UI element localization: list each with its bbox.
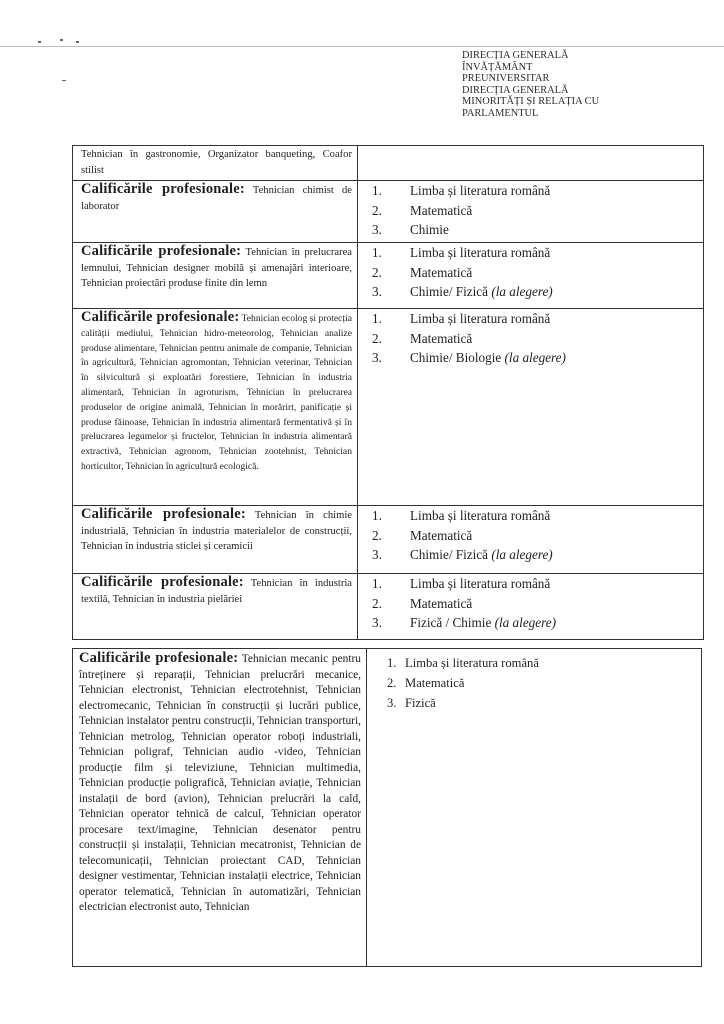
subject-number: 2. [372, 595, 382, 611]
subject-number: 1. [372, 245, 382, 260]
subjects-cell [358, 146, 704, 181]
subject-name: Matematică [410, 595, 473, 611]
subject-item [387, 653, 701, 673]
subject-number: 1. [372, 183, 382, 198]
subject-number: 2. [372, 202, 382, 218]
stamp-line: PARLAMENTUL [462, 107, 539, 119]
qualification-table [72, 145, 704, 640]
subject-number: 2. [387, 676, 397, 690]
stamp-line: ÎNVĂȚĂMÂNT [462, 61, 533, 73]
subject-name: Chimie/ Fizică [410, 547, 492, 563]
subject-name: Limba și literatura română [410, 311, 551, 326]
subjects-cell [358, 574, 704, 640]
subject-item [358, 329, 703, 349]
subject-name: Limba și literatura română [410, 183, 551, 198]
subject-item [358, 282, 703, 302]
qualification-cell [73, 309, 358, 506]
qualification-cell [73, 574, 358, 640]
subject-name: Limba și literatura română [410, 576, 551, 591]
subject-list [358, 506, 703, 565]
subjects-cell [358, 506, 704, 574]
subject-number: 2. [372, 264, 382, 280]
qualification-text: Tehnician în prelucrarea lemnului, Tehnician designer mobilă și amenajări interioare, Tehnician proiectări produse finite din lemn [81, 247, 352, 289]
subject-item [358, 263, 703, 283]
subject-item [358, 181, 703, 201]
table-row [73, 181, 704, 243]
qualification-cell [73, 649, 367, 967]
scan-mark [38, 41, 41, 43]
subject-name: Matematică [410, 330, 473, 346]
subject-number: 3. [372, 284, 382, 300]
scan-mark [76, 41, 79, 43]
subjects-cell [367, 649, 702, 967]
subject-number: 3. [372, 615, 382, 631]
qualification-label: Calificările profesionale: [81, 243, 242, 259]
subjects-cell [358, 309, 704, 506]
subject-number: 3. [372, 222, 382, 238]
table-row [73, 649, 702, 967]
qualification-cell [73, 243, 358, 309]
subject-item [358, 506, 703, 526]
subject-name: Matematică [410, 527, 473, 543]
qualification-label: Calificările profesionale: [81, 574, 244, 590]
subject-name: Chimie/ Fizică [410, 284, 492, 300]
qualification-label: Calificările profesionale: [81, 309, 240, 325]
subject-number: 2. [372, 330, 382, 346]
qualification-text: Tehnician în gastronomie, Organizator banqueting, Coafor stilist [81, 149, 352, 176]
qualification-cell [73, 181, 358, 243]
subject-note: (la alegere) [504, 350, 566, 366]
subject-item [358, 243, 703, 263]
qualification-text: Tehnician în chimie industrială, Tehnician în industria materialelor de construcții, Tehnician în industria sticlei și ceramicii [81, 510, 352, 552]
subject-name: Matematică [410, 264, 473, 280]
subject-name: Chimie [410, 222, 449, 238]
subject-list [367, 649, 701, 713]
qualification-text: Tehnician chimist de laborator [81, 185, 352, 212]
subjects-cell [358, 181, 704, 243]
subject-number: 1. [372, 311, 382, 326]
table-row [73, 309, 704, 506]
qualification-cell [73, 146, 358, 181]
subject-item [358, 594, 703, 614]
stamp-line: DIRECȚIA GENERALĂ [462, 84, 569, 96]
subject-list [358, 309, 703, 368]
subject-note: (la alegere) [494, 615, 557, 631]
page-top-rule [0, 46, 724, 47]
subject-item [358, 201, 703, 221]
subject-item [358, 348, 703, 368]
subject-name: Matematică [405, 676, 465, 690]
ministry-stamp [462, 50, 692, 120]
subject-item [358, 574, 703, 594]
subject-item [358, 526, 703, 546]
subject-name: Chimie/ Biologie [410, 350, 505, 366]
subject-name: Limba și literatura română [410, 508, 551, 523]
stamp-line: PREUNIVERSITAR [462, 73, 550, 85]
subject-item [387, 673, 701, 693]
table-row [73, 146, 704, 181]
subject-item [358, 545, 703, 565]
stamp-line: MINORITĂȚI ȘI RELAȚIA CU [462, 96, 600, 108]
qualification-label: Calificările profesionale: [81, 506, 246, 522]
subject-name: Fizică / Chimie [410, 615, 495, 631]
subject-name: Matematică [410, 202, 473, 218]
subject-name: Limba și literatura română [405, 656, 539, 670]
subject-name: Limba și literatura română [410, 245, 551, 260]
subject-number: 3. [372, 547, 382, 563]
subject-number: 2. [372, 527, 382, 543]
scan-mark [62, 80, 66, 81]
subject-number: 1. [387, 656, 397, 670]
table-row [73, 574, 704, 640]
subject-item [358, 309, 703, 329]
qualification-label: Calificările profesionale: [81, 181, 245, 197]
subject-list [358, 243, 703, 302]
subject-item [358, 613, 703, 633]
subject-list [358, 574, 703, 633]
subject-number: 1. [372, 576, 382, 591]
subject-item [387, 693, 701, 713]
qualification-label: Calificările profesionale: [79, 650, 239, 666]
subject-note: (la alegere) [491, 547, 553, 563]
scan-mark [60, 39, 63, 41]
subjects-cell [358, 243, 704, 309]
table-row [73, 506, 704, 574]
table-row [73, 243, 704, 309]
qualification-cell [73, 506, 358, 574]
subject-note: (la alegere) [491, 284, 553, 300]
stamp-line: DIRECȚIA GENERALĂ [462, 50, 569, 61]
qualification-text: Tehnician ecolog și protecția calității mediului, Tehnician hidro-meteorolog, Tehnician analize produse alimentare, Tehnician pentru animale de companie, Tehnician în agricultură, Tehnician agromontan, Tehnician veterinar, Tehnician în silvicultură și exploatări forestiere, Tehnician în industria alimentară, Tehnician în agroturism, Tehnician în prelucrarea produselor de origine animală, Tehnician în morărirt, panificație și produse făinoase, Tehnician în industria alimentară fermentativă și în prelucrarea legumelor și fructelor, Tehnician în industria alimentară extractivă, Tehnician agronom, Tehnician zootehnist, Tehnician horticultor, Tehnician în agricultură ecologică. [81, 313, 353, 472]
qualification-table [72, 648, 702, 967]
subject-list [358, 181, 703, 240]
subject-number: 3. [387, 696, 397, 710]
subject-name: Fizică [405, 696, 436, 710]
subject-number: 3. [372, 350, 382, 366]
subject-item [358, 220, 703, 240]
subject-number: 1. [372, 508, 382, 523]
qualification-text: Tehnician în industria textilă, Tehnician în industria pielăriei [81, 578, 352, 605]
qualification-text: Tehnician mecanic pentru întreținere și reparații, Tehnician prelucrări mecanice, Tehnician electronist, Tehnician electrotehnist, Tehnician electromecanic, Tehnician în construcții și lucrări publice, Tehnician instalator pentru construcții, Tehnician transporturi, Tehnician metrolog, Tehnician operator roboți industriali, Tehnician poligraf, Tehnician audio -video, Tehnician producție film și televiziune, Tehnician multimedia, Tehnician producție poligrafică, Tehnician aviație, Tehnician instalații de bord (avion), Tehnician prelucrări la cald, Tehnician operator tehnică de calcul, Tehnician operator procesare text/imagine, Tehnician desenator pentru construcții și instalații, Tehnician mecatronist, Tehnician de telecomunicații, Tehnician proiectant CAD, Tehnician designer vestimentar, Tehnician instalații electrice, Tehnician operator telematică, Tehnician în automatizări, Tehnician electrician electronist auto, Tehnician [79, 653, 361, 913]
